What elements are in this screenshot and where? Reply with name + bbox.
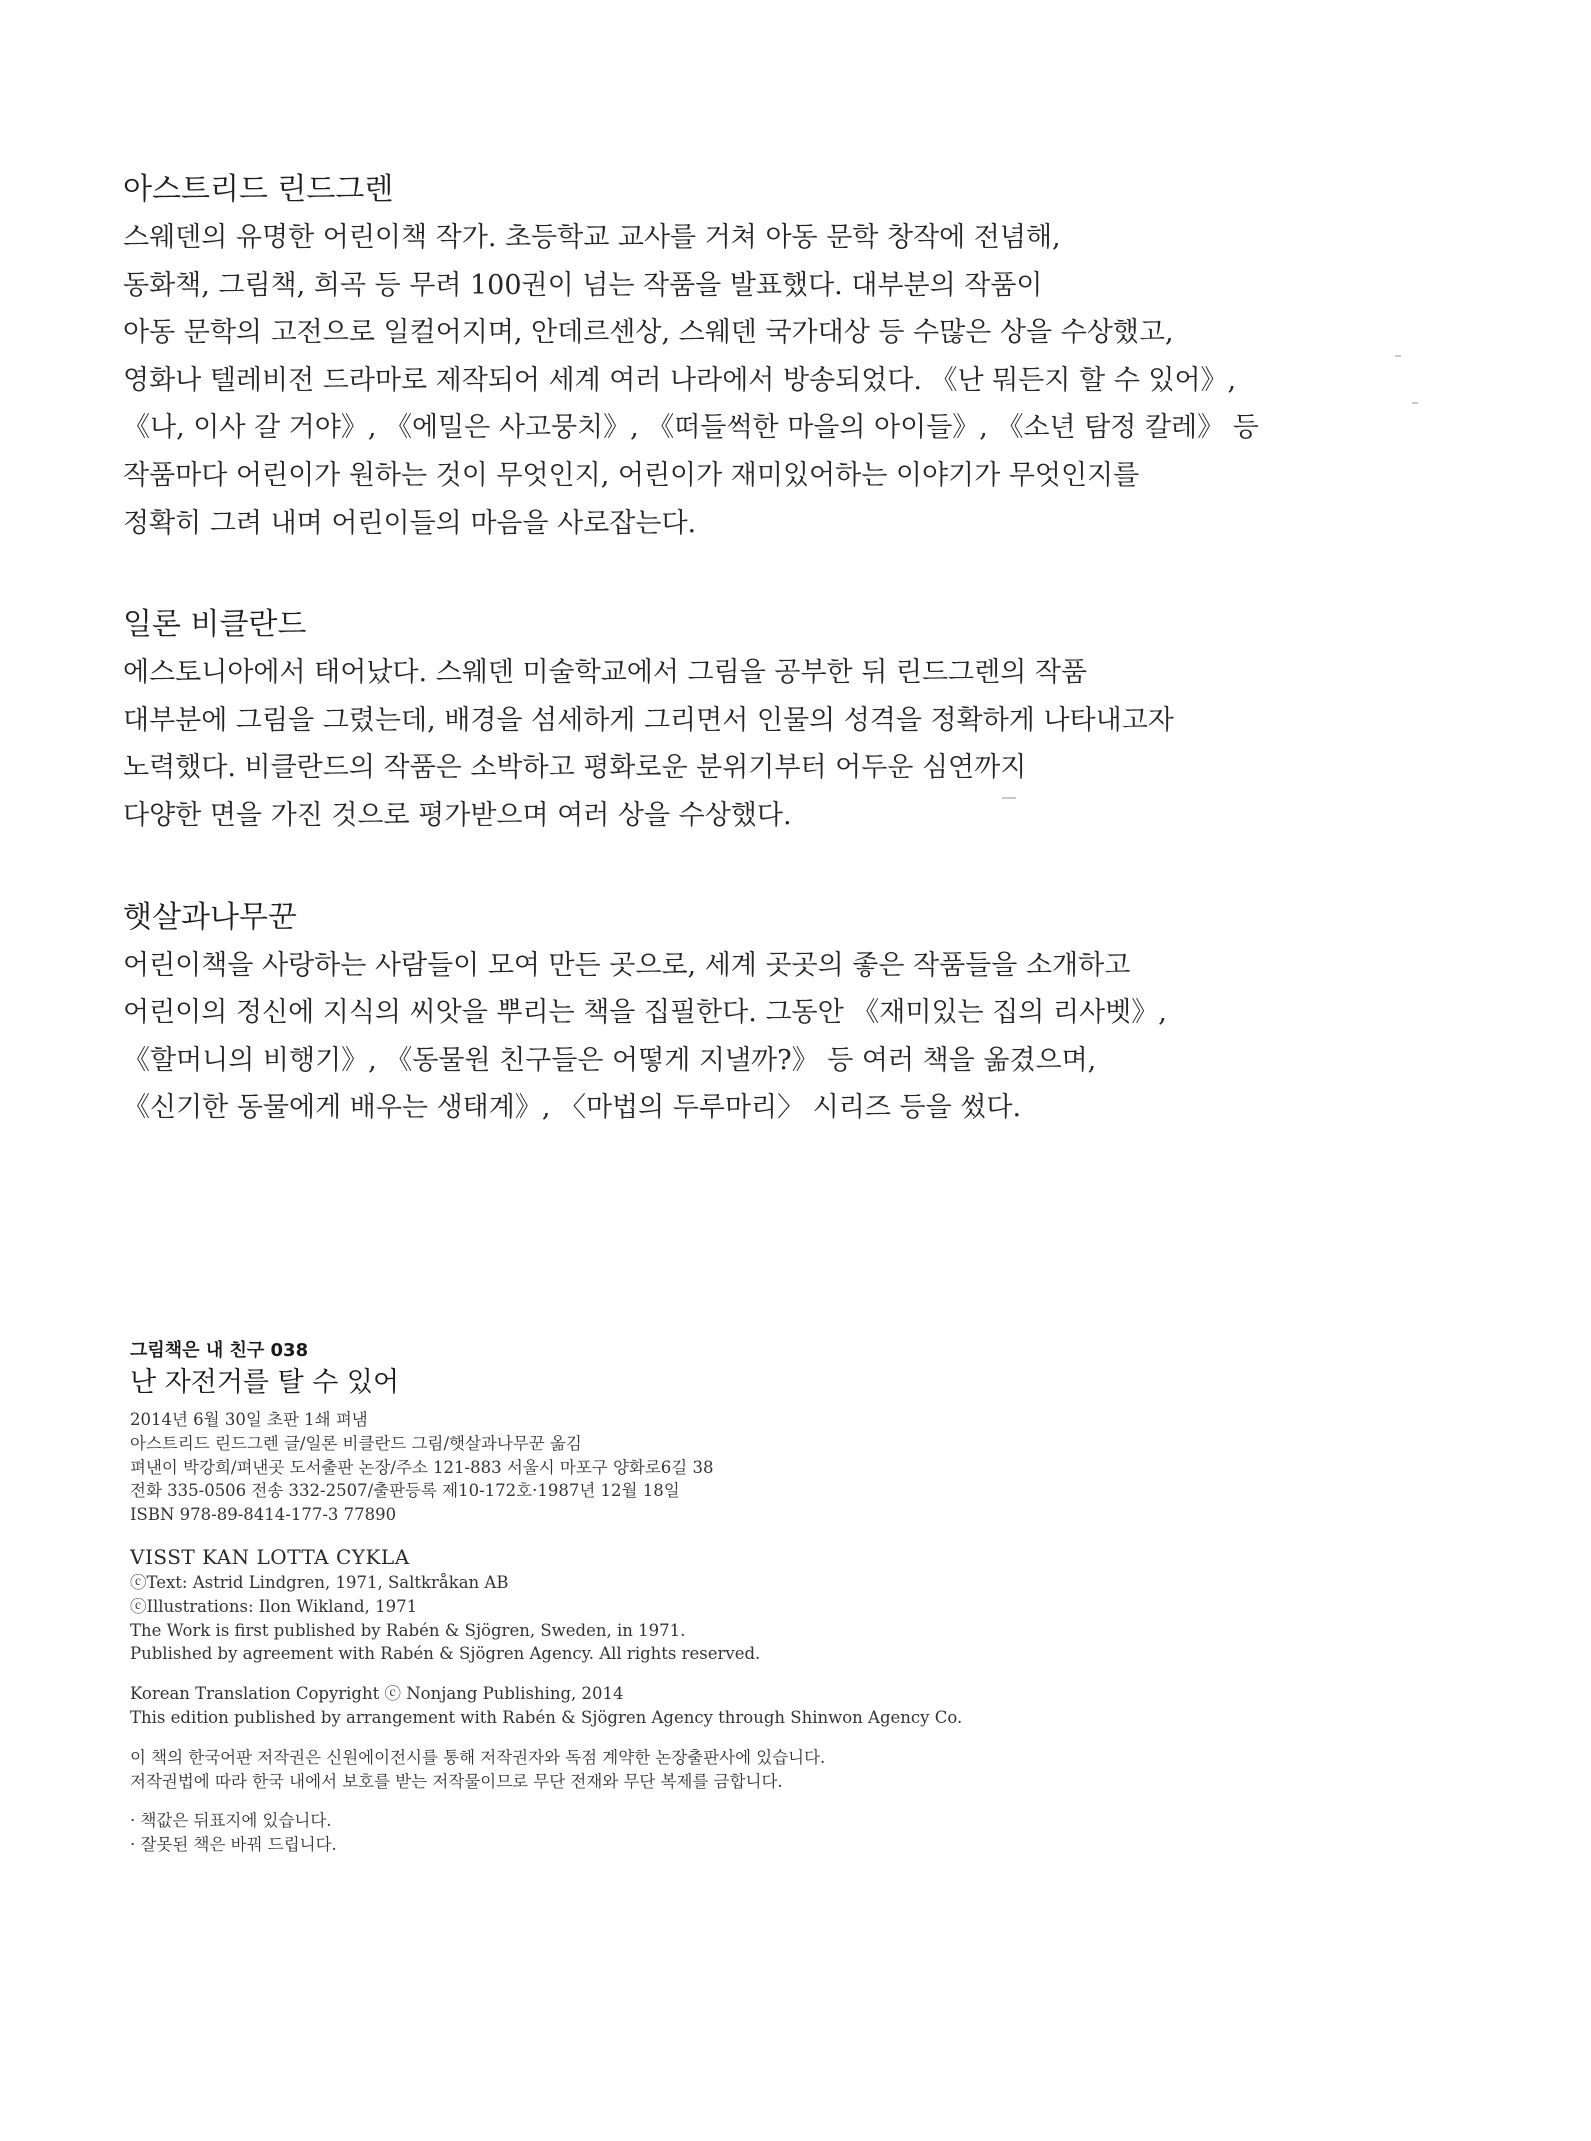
original-rights-line: ⓒText: Astrid Lindgren, 1971, Saltkråkan AB bbox=[130, 1572, 509, 1592]
translation-rights bbox=[130, 1682, 1330, 1730]
publication-line: 2014년 6월 30일 초판 1쇄 펴냄 bbox=[130, 1410, 368, 1429]
korean-rights bbox=[130, 1746, 1330, 1794]
original-rights-line: The Work is first published by Rabén & Sjögren, Sweden, in 1971. bbox=[130, 1620, 686, 1640]
bio-author bbox=[123, 166, 1383, 547]
scan-speck bbox=[1395, 355, 1401, 357]
bio-line: 영화나 텔레비전 드라마로 제작되어 세계 여러 나라에서 방송되었다. 《난 뭐든지 할 수 있어》, bbox=[123, 364, 1237, 396]
bio-line: 노력했다. 비클란드의 작품은 소박하고 평화로운 분위기부터 어두운 심연까지 bbox=[123, 752, 1027, 784]
korean-rights-line: 이 책의 한국어판 저작권은 신원에이전시를 통해 저작권자와 독점 계약한 논장출판사에 있습니다. bbox=[130, 1747, 826, 1767]
book-title: 난 자전거를 탈 수 있어 bbox=[130, 1367, 400, 1398]
bio-line: 아동 문학의 고전으로 일컬어지며, 안데르센상, 스웨덴 국가대상 등 수많은 상을 수상했고, bbox=[123, 317, 1174, 349]
publication-line: 전화 335-0506 전송 332-2507/출판등록 제10-172호·1987년 12월 18일 bbox=[130, 1481, 680, 1501]
bio-line: 정확히 그려 내며 어린이들의 마음을 사로잡는다. bbox=[123, 507, 697, 539]
publication-line: 펴낸이 박강희/펴낸곳 도서출판 논장/주소 121-883 서울시 마포구 양화로6길 38 bbox=[130, 1457, 714, 1477]
isbn-line: ISBN 978-89-8414-177-3 77890 bbox=[130, 1505, 397, 1525]
korean-rights-line: 저작권법에 따라 한국 내에서 보호를 받는 저작물이므로 무단 전재와 무단 복제를 금합니다. bbox=[130, 1771, 783, 1791]
original-edition-info bbox=[130, 1543, 1330, 1666]
series-label: 그림책은 내 친구 038 bbox=[130, 1340, 309, 1361]
bio-line: 동화책, 그림책, 희곡 등 무려 100권이 넘는 작품을 발표했다. 대부분의 작품이 bbox=[123, 269, 1043, 301]
publication-info bbox=[130, 1408, 1330, 1527]
bio-line: 어린이책을 사랑하는 사람들이 모여 만든 곳으로, 세계 곳곳의 좋은 작품들을 소개하고 bbox=[123, 949, 1131, 981]
bio-line: 어린이의 정신에 지식의 씨앗을 뿌리는 책을 집필한다. 그동안 《재미있는 집의 리사벳》, bbox=[123, 997, 1167, 1029]
bio-line: 《신기한 동물에게 배우는 생태계》, 〈마법의 두루마리〉 시리즈 등을 썼다. bbox=[123, 1092, 1022, 1124]
bio-line: 《나, 이사 갈 거야》, 《에밀은 사고뭉치》, 《떠들썩한 마을의 아이들》, 《소년 탐정 칼레》 등 bbox=[123, 412, 1259, 444]
translation-rights-line: Korean Translation Copyright ⓒ Nonjang Publishing, 2014 bbox=[130, 1684, 624, 1704]
bio-name: 아스트리드 린드그렌 bbox=[123, 172, 394, 207]
scan-speck bbox=[1002, 797, 1016, 799]
translation-rights-line: This edition published by arrangement with Rabén & Sjögren Agency through Shinwon Agency Co. bbox=[130, 1707, 963, 1727]
bio-name: 햇살과나무꾼 bbox=[123, 899, 297, 935]
note-line: · 책값은 뒤표지에 있습니다. bbox=[130, 1811, 332, 1831]
bio-line: 《할머니의 비행기》, 《동물원 친구들은 어떻게 지낼까?》 등 여러 책을 옮겼으며, bbox=[123, 1044, 1097, 1076]
notes bbox=[130, 1809, 1330, 1857]
contributor-bios bbox=[123, 166, 1383, 1132]
colophon bbox=[130, 1338, 1330, 1857]
publication-line: 아스트리드 린드그렌 글/일론 비클란드 그림/햇살과나무꾼 옮김 bbox=[130, 1433, 582, 1453]
original-rights-line: Published by agreement with Rabén & Sjögren Agency. All rights reserved. bbox=[130, 1644, 761, 1664]
bio-name: 일론 비클란드 bbox=[123, 607, 307, 643]
original-rights-line: ⓒIllustrations: Ilon Wikland, 1971 bbox=[130, 1596, 418, 1616]
bio-translator bbox=[123, 894, 1383, 1132]
original-title: VISST KAN LOTTA CYKLA bbox=[130, 1544, 410, 1569]
scan-speck bbox=[1412, 402, 1418, 404]
bio-line: 대부분에 그림을 그렸는데, 배경을 섬세하게 그리면서 인물의 성격을 정확하게 나타내고자 bbox=[123, 704, 1174, 736]
bio-line: 스웨덴의 유명한 어린이책 작가. 초등학교 교사를 거쳐 아동 문학 창작에 전념해, bbox=[123, 222, 1061, 253]
bio-line: 다양한 면을 가진 것으로 평가받으며 여러 상을 수상했다. bbox=[123, 799, 792, 831]
bio-line: 작품마다 어린이가 원하는 것이 무엇인지, 어린이가 재미있어하는 이야기가 무엇인지를 bbox=[123, 459, 1140, 491]
bio-illustrator bbox=[123, 601, 1383, 839]
note-line: · 잘못된 책은 바꿔 드립니다. bbox=[130, 1835, 337, 1855]
bio-line: 에스토니아에서 태어났다. 스웨덴 미술학교에서 그림을 공부한 뒤 린드그렌의 작품 bbox=[123, 657, 1088, 689]
